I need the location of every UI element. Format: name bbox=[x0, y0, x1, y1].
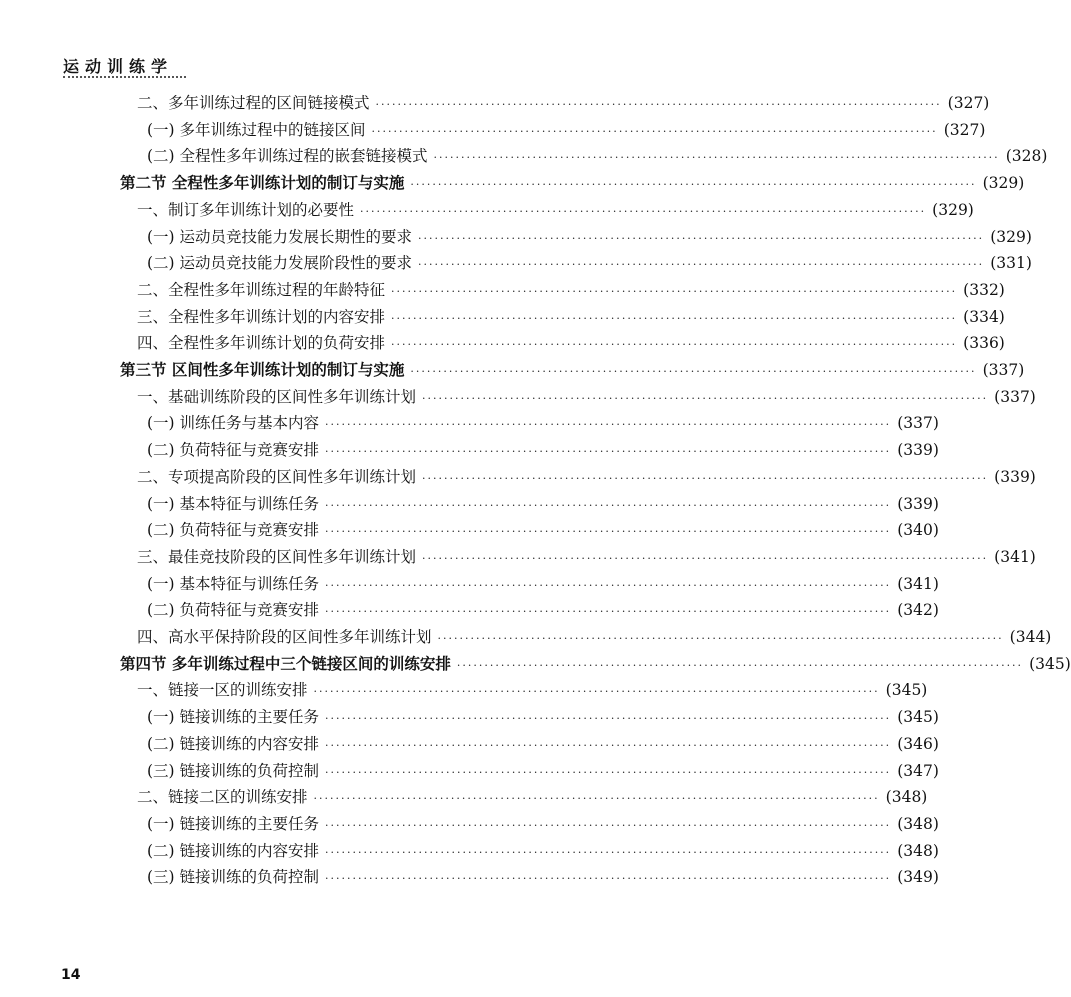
toc-entry-title: 第三节 区间性多年训练计划的制订与实施 bbox=[120, 360, 405, 379]
toc-entry bbox=[137, 278, 1005, 302]
toc-entry-page: (337) bbox=[994, 388, 1036, 406]
toc-entry-page: (342) bbox=[897, 601, 939, 619]
toc-entry-title: 三、全程性多年训练计划的内容安排 bbox=[137, 308, 386, 326]
toc-entry-title: 四、高水平保持阶段的区间性多年训练计划 bbox=[137, 628, 432, 646]
toc-entry-title: 第二节 全程性多年训练计划的制订与实施 bbox=[120, 173, 405, 192]
toc-entry-title: 二、全程性多年训练过程的年龄特征 bbox=[137, 281, 386, 299]
toc-entry-title: (一) 基本特征与训练任务 bbox=[147, 495, 320, 513]
toc-leader-dots: ······································································································· bbox=[325, 579, 892, 592]
toc-entry-page: (339) bbox=[994, 468, 1036, 486]
toc-entry bbox=[137, 305, 1005, 329]
toc-entry bbox=[147, 839, 939, 863]
toc-entry bbox=[147, 705, 939, 729]
toc-entry-title: 第四节 多年训练过程中三个链接区间的训练安排 bbox=[120, 654, 451, 673]
toc-entry-page: (344) bbox=[1009, 628, 1052, 646]
toc-leader-dots: ······································································································· bbox=[437, 632, 1004, 645]
toc-entry-title: 二、多年训练过程的区间链接模式 bbox=[137, 94, 370, 112]
toc-entry bbox=[147, 225, 1032, 249]
toc-leader-dots: ······································································································· bbox=[391, 285, 958, 298]
header-rule bbox=[63, 76, 186, 78]
toc-leader-dots: ······································································································· bbox=[325, 525, 892, 538]
toc-leader-dots: ······································································································· bbox=[433, 151, 1000, 164]
toc-entry-title: (三) 链接训练的负荷控制 bbox=[147, 868, 320, 886]
toc-leader-dots: ······································································································· bbox=[422, 392, 989, 405]
toc-leader-dots: ······································································································· bbox=[325, 445, 892, 458]
toc-entry-page: (347) bbox=[897, 762, 939, 780]
toc-entry-page: (348) bbox=[897, 842, 939, 860]
toc-entry-page: (341) bbox=[994, 548, 1036, 566]
toc-entry-title: (一) 链接训练的主要任务 bbox=[147, 815, 320, 833]
toc-entry bbox=[147, 438, 939, 462]
toc-leader-dots: ······································································································· bbox=[325, 605, 892, 618]
toc-entry-page: (339) bbox=[897, 495, 939, 513]
toc-entry bbox=[137, 465, 1036, 489]
toc-entry-page: (345) bbox=[1029, 655, 1071, 673]
toc-leader-dots: ······································································································· bbox=[418, 258, 985, 271]
running-header-title: 运动训练学 bbox=[63, 57, 174, 76]
toc-leader-dots: ······································································································· bbox=[313, 685, 880, 698]
toc-entry bbox=[147, 492, 939, 516]
toc-leader-dots: ······································································································· bbox=[360, 205, 927, 218]
toc-entry-title: (二) 运动员竞技能力发展阶段性的要求 bbox=[147, 254, 413, 272]
toc-entry-page: (345) bbox=[885, 681, 928, 699]
toc-entry-title: (一) 链接训练的主要任务 bbox=[147, 708, 320, 726]
toc-entry bbox=[137, 331, 1005, 355]
toc-entry-title: (三) 链接训练的负荷控制 bbox=[147, 762, 320, 780]
toc-entry-title: (二) 链接训练的内容安排 bbox=[147, 842, 320, 860]
toc-entry bbox=[137, 785, 928, 809]
toc-entry bbox=[137, 198, 974, 222]
toc-entry-page: (327) bbox=[947, 94, 990, 112]
toc-entry-page: (334) bbox=[963, 308, 1005, 326]
toc-leader-dots: ······································································································· bbox=[410, 365, 977, 378]
toc-entry-title: (一) 基本特征与训练任务 bbox=[147, 575, 320, 593]
toc-leader-dots: ······································································································· bbox=[375, 98, 942, 111]
toc-entry-title: (一) 运动员竞技能力发展长期性的要求 bbox=[147, 228, 413, 246]
toc-entry-title: 三、最佳竞技阶段的区间性多年训练计划 bbox=[137, 548, 417, 566]
toc-entry-title: 一、链接一区的训练安排 bbox=[137, 681, 308, 699]
toc-entry-page: (337) bbox=[982, 361, 1025, 379]
toc-entry bbox=[147, 118, 986, 142]
toc-entry-page: (346) bbox=[897, 735, 939, 753]
toc-entry-page: (332) bbox=[963, 281, 1005, 299]
toc-entry bbox=[147, 518, 939, 542]
toc-leader-dots: ······································································································· bbox=[325, 872, 892, 885]
toc-entry-title: 一、基础训练阶段的区间性多年训练计划 bbox=[137, 388, 417, 406]
toc-leader-dots: ······································································································· bbox=[456, 659, 1024, 672]
toc-entry bbox=[137, 625, 1052, 649]
toc-entry bbox=[147, 865, 939, 889]
toc-leader-dots: ······································································································· bbox=[422, 552, 989, 565]
toc-entry-title: 二、链接二区的训练安排 bbox=[137, 788, 308, 806]
toc-leader-dots: ······································································································· bbox=[422, 472, 989, 485]
toc-leader-dots: ······································································································· bbox=[410, 178, 977, 191]
toc-leader-dots: ······································································································· bbox=[325, 418, 892, 431]
toc-leader-dots: ······································································································· bbox=[325, 712, 892, 725]
toc-entry bbox=[137, 678, 928, 702]
toc-entry-page: (337) bbox=[897, 414, 939, 432]
toc-entry-page: (329) bbox=[982, 174, 1025, 192]
toc-leader-dots: ······································································································· bbox=[325, 499, 892, 512]
toc-entry-page: (328) bbox=[1005, 147, 1048, 165]
toc-section-entry bbox=[120, 358, 1025, 382]
toc-entry-page: (348) bbox=[885, 788, 928, 806]
toc-entry bbox=[137, 91, 990, 115]
toc-entry bbox=[147, 144, 1048, 168]
toc-entry-title: (二) 负荷特征与竞赛安排 bbox=[147, 521, 320, 539]
toc-section-entry bbox=[120, 171, 1025, 195]
toc-entry-title: 二、专项提高阶段的区间性多年训练计划 bbox=[137, 468, 417, 486]
page-number: 14 bbox=[61, 967, 81, 983]
toc-entry-title: (二) 负荷特征与竞赛安排 bbox=[147, 441, 320, 459]
toc-leader-dots: ······································································································· bbox=[325, 819, 892, 832]
toc-entry-page: (345) bbox=[897, 708, 939, 726]
toc-entry-title: 一、制订多年训练计划的必要性 bbox=[137, 201, 355, 219]
toc-entry-page: (336) bbox=[963, 334, 1005, 352]
toc-entry bbox=[147, 411, 939, 435]
toc-entry-page: (331) bbox=[990, 254, 1032, 272]
toc-entry bbox=[137, 385, 1036, 409]
toc-entry-title: (二) 负荷特征与竞赛安排 bbox=[147, 601, 320, 619]
toc-section-entry bbox=[120, 652, 1071, 676]
toc-entry-page: (329) bbox=[932, 201, 974, 219]
toc-entry-title: (二) 全程性多年训练过程的嵌套链接模式 bbox=[147, 147, 428, 165]
toc-entry-page: (327) bbox=[943, 121, 986, 139]
toc-entry bbox=[147, 759, 939, 783]
toc-leader-dots: ······································································································· bbox=[391, 312, 958, 325]
toc-entry bbox=[147, 732, 939, 756]
toc-entry bbox=[147, 598, 939, 622]
toc-entry-title: (一) 训练任务与基本内容 bbox=[147, 414, 320, 432]
toc-leader-dots: ······································································································· bbox=[313, 792, 880, 805]
toc-leader-dots: ······································································································· bbox=[391, 338, 958, 351]
toc-leader-dots: ······································································································· bbox=[325, 846, 892, 859]
toc-leader-dots: ······································································································· bbox=[325, 766, 892, 779]
toc-entry bbox=[137, 545, 1036, 569]
toc-leader-dots: ······································································································· bbox=[325, 739, 892, 752]
toc-leader-dots: ······································································································· bbox=[371, 125, 938, 138]
toc-entry-page: (329) bbox=[990, 228, 1032, 246]
toc-entry-title: (二) 链接训练的内容安排 bbox=[147, 735, 320, 753]
toc-entry-page: (339) bbox=[897, 441, 939, 459]
toc-entry-page: (340) bbox=[897, 521, 939, 539]
toc-entry bbox=[147, 251, 1032, 275]
toc-entry bbox=[147, 572, 939, 596]
toc-entry bbox=[147, 812, 939, 836]
toc-entry-page: (348) bbox=[897, 815, 939, 833]
toc-entry-title: 四、全程性多年训练计划的负荷安排 bbox=[137, 334, 386, 352]
toc-entry-title: (一) 多年训练过程中的链接区间 bbox=[147, 121, 366, 139]
toc-leader-dots: ······································································································· bbox=[418, 232, 985, 245]
toc-entry-page: (341) bbox=[897, 575, 939, 593]
toc-entry-page: (349) bbox=[897, 868, 939, 886]
